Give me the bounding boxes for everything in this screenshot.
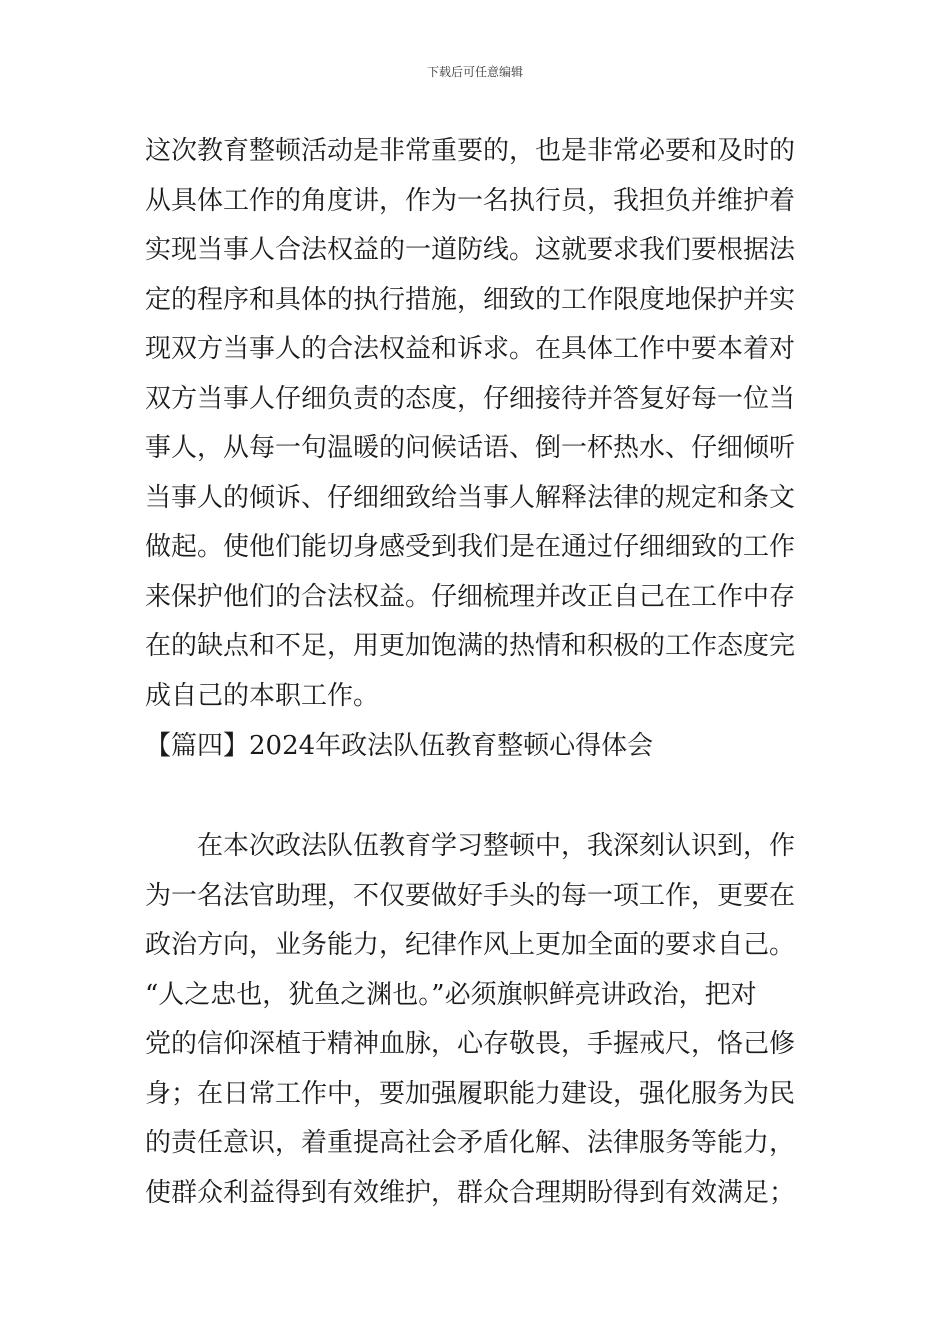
paragraph-line: “人之忠也，犹鱼之渊也。”必须旗帜鲜亮讲政治，把对 <box>145 979 757 1010</box>
paragraph-line: 来保护他们的合法权益。仔细梳理并改正自己在工作中存 <box>145 581 796 612</box>
paragraph-2 <box>145 822 815 1218</box>
paragraph-line: 定的程序和具体的执行措施，细致的工作限度地保护并实 <box>145 284 796 315</box>
paragraph-line: 这次教育整顿活动是非常重要的，也是非常必要和及时的 <box>145 136 796 166</box>
paragraph-line: 党的信仰深植于精神血脉，心存敬畏，手握戒尺，恪己修 <box>145 1029 796 1059</box>
paragraph-line: 成自己的本职工作。 <box>145 680 380 711</box>
paragraph-line: 做起。使他们能切身感受到我们是在通过仔细细致的工作 <box>145 532 796 562</box>
paragraph-line: 的责任意识，着重提高社会矛盾化解、法律服务等能力， <box>145 1128 796 1158</box>
header-note: 下载后可任意编辑 <box>426 65 523 79</box>
paragraph-line: 现双方当事人的合法权益和诉求。在具体工作中要本着对 <box>145 334 796 364</box>
paragraph-line: 政治方向，业务能力，纪律作风上更加全面的要求自己。 <box>145 930 796 960</box>
paragraph-line: 事人，从每一句温暖的问候话语、倒一杯热水、仔细倾听 <box>145 433 796 463</box>
paragraph-line: 身；在日常工作中，要加强履职能力建设，强化服务为民 <box>145 1078 796 1109</box>
paragraph-line: 双方当事人仔细负责的态度，仔细接待并答复好每一位当 <box>145 383 796 414</box>
section-heading: 【篇四】2024年政法队伍教育整顿心得体会 <box>145 731 654 761</box>
paragraph-1 <box>145 127 815 721</box>
paragraph-line: 当事人的倾诉、仔细细致给当事人解释法律的规定和条文 <box>145 482 796 513</box>
paragraph-line: 使群众利益得到有效维护，群众合理期盼得到有效满足； <box>145 1177 796 1208</box>
paragraph-line: 为一名法官助理，不仅要做好手头的每一项工作，更要在 <box>145 880 796 911</box>
paragraph-line: 在的缺点和不足，用更加饱满的热情和积极的工作态度完 <box>145 631 796 661</box>
paragraph-line: 实现当事人合法权益的一道防线。这就要求我们要根据法 <box>145 235 796 265</box>
paragraph-line: 在本次政法队伍教育学习整顿中，我深刻认识到，作 <box>145 831 796 861</box>
paragraph-line: 从具体工作的角度讲，作为一名执行员，我担负并维护着 <box>145 185 796 216</box>
